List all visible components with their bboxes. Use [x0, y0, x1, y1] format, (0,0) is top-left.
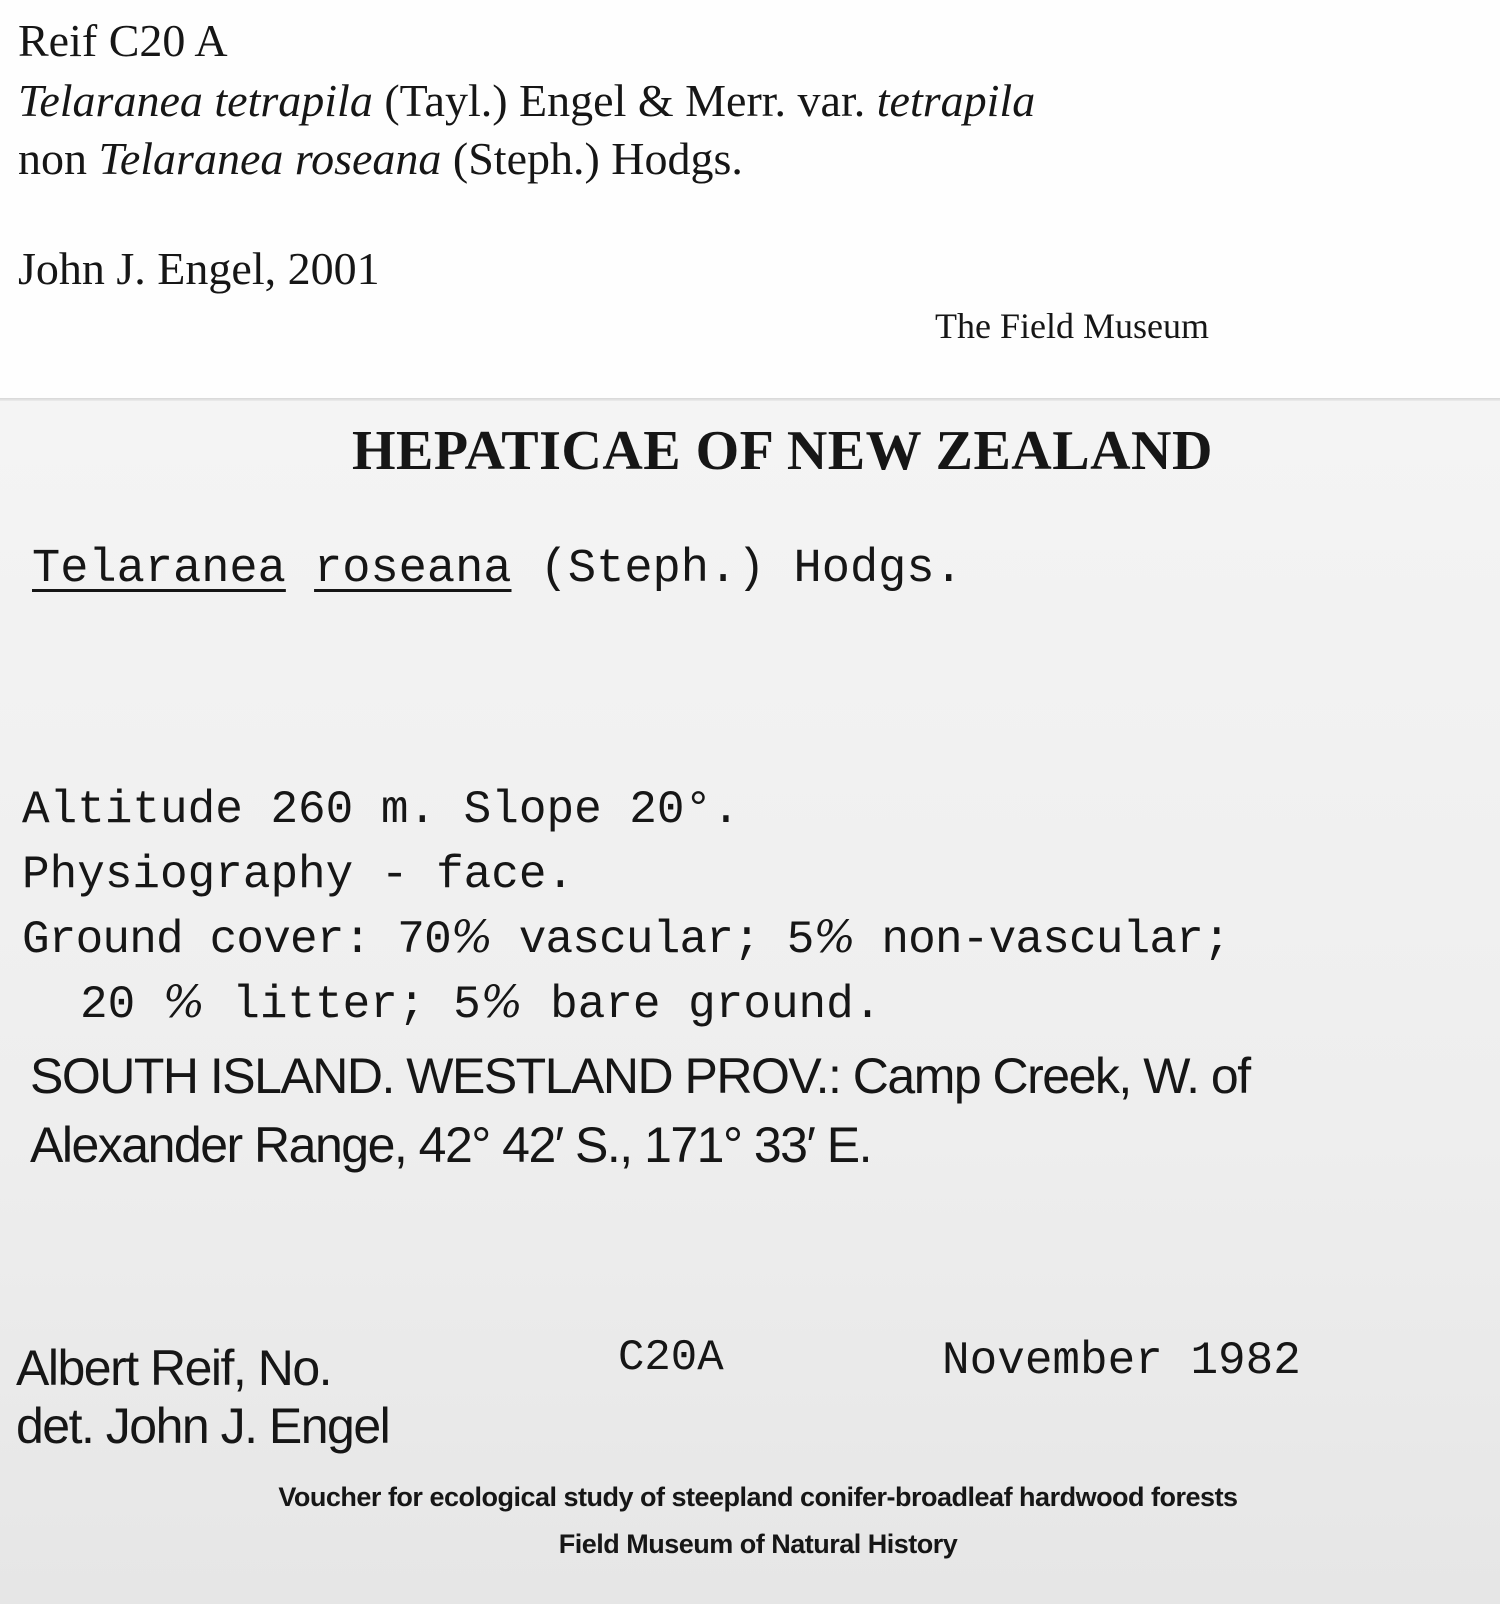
- litter-value: 20: [80, 979, 163, 1031]
- altitude-slope-line: Altitude 260 m. Slope 20°.: [22, 784, 740, 836]
- percent-sign: %: [162, 977, 205, 1028]
- annotation-current-authority: (Tayl.) Engel & Merr. var.: [372, 75, 877, 126]
- annotation-specimen-id: Reif C20 A: [18, 15, 228, 66]
- locality-line1: SOUTH ISLAND. WESTLAND PROV.: Camp Creek, W. of: [30, 1048, 1250, 1104]
- annotation-previous-authority: (Steph.) Hodgs.: [441, 133, 743, 184]
- locality-line2: Alexander Range, 42° 42′ S., 171° 33′ E.: [30, 1117, 872, 1173]
- ground-cover-line2: [80, 977, 882, 1031]
- annotation-non-prefix: non: [18, 133, 99, 184]
- non-vascular-value: 5: [786, 914, 814, 966]
- annotation-current-taxon: Telaranea tetrapila: [18, 75, 373, 126]
- taxon-authority: (Steph.) Hodgs.: [539, 543, 963, 596]
- ground-cover-line1: [22, 912, 1230, 966]
- annotation-variety: tetrapila: [876, 75, 1036, 126]
- specimen-label: [0, 401, 1500, 1604]
- percent-sign: %: [813, 912, 855, 963]
- percent-sign: %: [480, 977, 523, 1028]
- footer-voucher: Voucher for ecological study of steepland conifer-broadleaf hardwood forests: [278, 1482, 1238, 1512]
- annotation-determiner: John J. Engel, 2001: [18, 243, 380, 294]
- litter-label: litter;: [204, 979, 454, 1031]
- annotation-current-name: [18, 75, 1036, 126]
- ground-cover-label: Ground cover:: [22, 914, 398, 966]
- label-heading: HEPATICAE OF NEW ZEALAND: [352, 420, 1213, 482]
- determiner: det. John J. Engel: [16, 1398, 390, 1454]
- percent-sign: %: [450, 912, 492, 963]
- bare-ground-label: bare ground.: [522, 979, 882, 1031]
- non-vascular-label: non-vascular;: [854, 914, 1230, 966]
- taxon-name: [32, 543, 963, 596]
- collection-date: November 1982: [942, 1335, 1301, 1387]
- annotation-previous-name: [18, 133, 743, 184]
- collection-number: C20A: [618, 1333, 724, 1383]
- taxon-species: roseana: [314, 543, 512, 596]
- annotation-previous-taxon: Telaranea roseana: [98, 133, 442, 184]
- collector: Albert Reif, No.: [16, 1340, 332, 1396]
- vascular-label: vascular;: [491, 914, 787, 966]
- footer-institution: Field Museum of Natural History: [558, 1529, 958, 1559]
- vascular-value: 70: [397, 914, 451, 966]
- bare-ground-value: 5: [453, 979, 481, 1031]
- taxon-genus: Telaranea: [32, 543, 286, 596]
- annotation-institution: The Field Museum: [935, 306, 1209, 346]
- physiography-line: Physiography - face.: [22, 849, 575, 901]
- annotation-label: [0, 0, 1500, 400]
